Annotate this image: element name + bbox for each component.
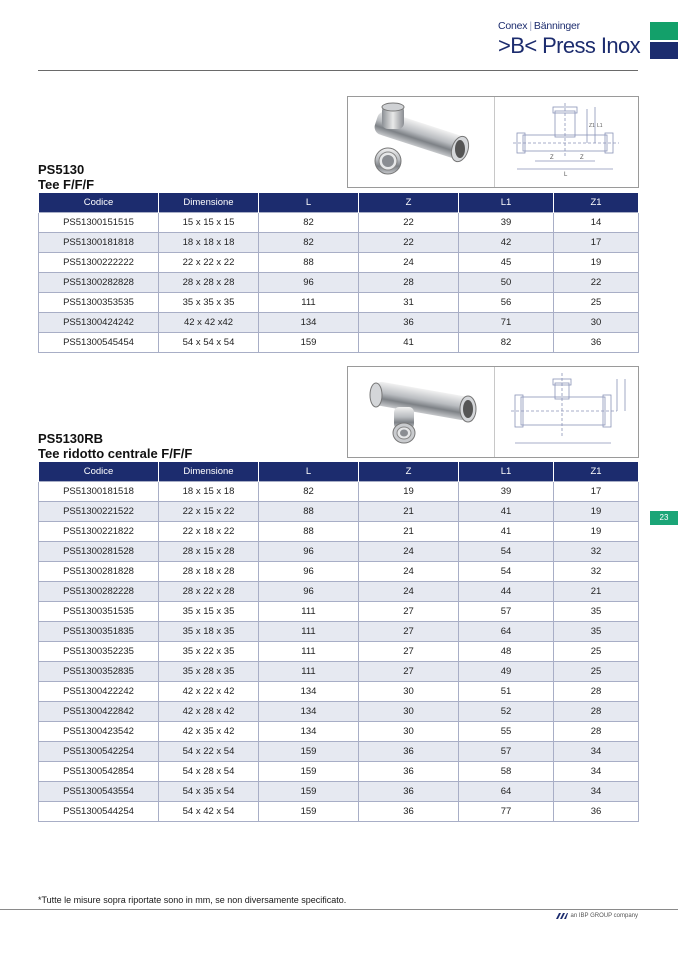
table-ps5130rb (38, 462, 639, 822)
cell-dimensione: 54 x 28 x 54 (159, 762, 259, 782)
cell-z1: 32 (554, 542, 639, 562)
cell-l: 159 (259, 742, 359, 762)
cell-l: 96 (259, 562, 359, 582)
cell-z: 21 (359, 522, 459, 542)
cell-dimensione: 22 x 22 x 22 (159, 253, 259, 273)
page-number-tab: 23 (650, 511, 678, 525)
corner-accent-blue (650, 42, 678, 59)
cell-codice: PS51300352835 (39, 662, 159, 682)
cell-codice: PS51300544254 (39, 802, 159, 822)
cell-l1: 50 (459, 273, 554, 293)
cell-dimensione: 54 x 42 x 54 (159, 802, 259, 822)
product-name: Tee F/F/F (38, 177, 95, 192)
cell-l: 96 (259, 582, 359, 602)
table-row (39, 293, 639, 313)
column-header-codice: Codice (39, 462, 159, 482)
cell-codice: PS51300542254 (39, 742, 159, 762)
table-row (39, 642, 639, 662)
cell-z: 28 (359, 273, 459, 293)
table-row (39, 562, 639, 582)
cell-z: 19 (359, 482, 459, 502)
column-header-z: Z (359, 462, 459, 482)
table-row (39, 213, 639, 233)
cell-dimensione: 54 x 54 x 54 (159, 333, 259, 353)
column-header-l1: L1 (459, 193, 554, 213)
cell-z: 21 (359, 502, 459, 522)
cell-dimensione: 42 x 22 x 42 (159, 682, 259, 702)
cell-dimensione: 54 x 35 x 54 (159, 782, 259, 802)
footnote: *Tutte le misure sopra riportate sono in mm, se non diversamente specificato. (38, 895, 347, 905)
table-row (39, 622, 639, 642)
cell-z: 24 (359, 582, 459, 602)
table-body (39, 213, 639, 353)
table-row (39, 782, 639, 802)
footer-divider (0, 909, 678, 910)
table-row (39, 802, 639, 822)
cell-l1: 77 (459, 802, 554, 822)
cell-z1: 32 (554, 562, 639, 582)
cell-z1: 34 (554, 762, 639, 782)
cell-dimensione: 42 x 28 x 42 (159, 702, 259, 722)
reduced-tee-technical-drawing (494, 367, 639, 457)
cell-l1: 49 (459, 662, 554, 682)
column-header-l1: L1 (459, 462, 554, 482)
cell-codice: PS51300351535 (39, 602, 159, 622)
cell-l1: 71 (459, 313, 554, 333)
brand-name-conex: Conex (498, 20, 528, 32)
table-body (39, 482, 639, 822)
product-name: Tee ridotto centrale F/F/F (38, 446, 193, 461)
cell-codice: PS51300424242 (39, 313, 159, 333)
cell-z1: 19 (554, 502, 639, 522)
cell-z1: 17 (554, 482, 639, 502)
table-row (39, 682, 639, 702)
table-row (39, 502, 639, 522)
cell-codice: PS51300181518 (39, 482, 159, 502)
cell-l1: 51 (459, 682, 554, 702)
cell-dimensione: 28 x 18 x 28 (159, 562, 259, 582)
cell-z: 30 (359, 722, 459, 742)
cell-z: 27 (359, 642, 459, 662)
table-row (39, 273, 639, 293)
cell-l1: 56 (459, 293, 554, 313)
cell-codice: PS51300422242 (39, 682, 159, 702)
cell-z1: 34 (554, 782, 639, 802)
cell-l: 134 (259, 722, 359, 742)
cell-z1: 36 (554, 333, 639, 353)
column-header-dimensione: Dimensione (159, 462, 259, 482)
cell-z1: 17 (554, 233, 639, 253)
cell-z: 24 (359, 562, 459, 582)
table-row (39, 702, 639, 722)
tee-fitting-photo (348, 97, 493, 187)
table-ps5130 (38, 193, 639, 353)
table-row (39, 482, 639, 502)
cell-z1: 35 (554, 602, 639, 622)
column-header-l: L (259, 462, 359, 482)
table-row (39, 253, 639, 273)
cell-z: 27 (359, 662, 459, 682)
cell-codice: PS51300282828 (39, 273, 159, 293)
cell-z: 31 (359, 293, 459, 313)
ibp-logo-icon (556, 913, 568, 919)
cell-l: 159 (259, 762, 359, 782)
cell-z1: 28 (554, 722, 639, 742)
cell-z1: 14 (554, 213, 639, 233)
cell-z1: 28 (554, 702, 639, 722)
cell-z: 24 (359, 253, 459, 273)
cell-l: 134 (259, 313, 359, 333)
cell-z: 36 (359, 762, 459, 782)
table-row (39, 602, 639, 622)
cell-dimensione: 18 x 15 x 18 (159, 482, 259, 502)
cell-codice: PS51300221522 (39, 502, 159, 522)
cell-l: 159 (259, 782, 359, 802)
product-code: PS5130 (38, 162, 85, 177)
cell-z1: 34 (554, 742, 639, 762)
cell-l1: 54 (459, 542, 554, 562)
cell-z1: 35 (554, 622, 639, 642)
cell-l: 82 (259, 213, 359, 233)
cell-l1: 54 (459, 562, 554, 582)
cell-codice: PS51300181818 (39, 233, 159, 253)
cell-l1: 58 (459, 762, 554, 782)
cell-dimensione: 35 x 18 x 35 (159, 622, 259, 642)
column-header-dimensione: Dimensione (159, 193, 259, 213)
cell-l: 88 (259, 502, 359, 522)
cell-z: 36 (359, 802, 459, 822)
header-divider (38, 70, 638, 71)
column-header-l: L (259, 193, 359, 213)
cell-codice: PS51300281528 (39, 542, 159, 562)
cell-l1: 45 (459, 253, 554, 273)
cell-l: 88 (259, 253, 359, 273)
cell-l1: 39 (459, 482, 554, 502)
tee-technical-drawing (494, 97, 639, 187)
table-row (39, 522, 639, 542)
cell-z: 36 (359, 313, 459, 333)
cell-l: 134 (259, 682, 359, 702)
cell-dimensione: 22 x 18 x 22 (159, 522, 259, 542)
table-row (39, 662, 639, 682)
cell-dimensione: 42 x 42 x42 (159, 313, 259, 333)
cell-l1: 57 (459, 602, 554, 622)
cell-dimensione: 42 x 35 x 42 (159, 722, 259, 742)
cell-codice: PS51300543554 (39, 782, 159, 802)
corner-accent-green (650, 22, 678, 40)
cell-z: 36 (359, 782, 459, 802)
table-row (39, 313, 639, 333)
cell-z: 27 (359, 602, 459, 622)
cell-codice: PS51300352235 (39, 642, 159, 662)
cell-l1: 41 (459, 522, 554, 542)
cell-l: 159 (259, 802, 359, 822)
cell-dimensione: 35 x 22 x 35 (159, 642, 259, 662)
cell-z1: 30 (554, 313, 639, 333)
cell-dimensione: 18 x 18 x 18 (159, 233, 259, 253)
cell-codice: PS51300542854 (39, 762, 159, 782)
cell-z: 27 (359, 622, 459, 642)
cell-l: 111 (259, 662, 359, 682)
cell-codice: PS51300545454 (39, 333, 159, 353)
cell-z1: 36 (554, 802, 639, 822)
brand-line-1: Conex | Bänninger (498, 20, 580, 32)
cell-codice: PS51300222222 (39, 253, 159, 273)
table-header-row (39, 193, 639, 213)
cell-z1: 25 (554, 642, 639, 662)
drawing-label-l: L (564, 172, 568, 178)
cell-z1: 19 (554, 253, 639, 273)
cell-l1: 64 (459, 782, 554, 802)
cell-l: 111 (259, 602, 359, 622)
cell-dimensione: 22 x 15 x 22 (159, 502, 259, 522)
column-header-z1: Z1 (554, 462, 639, 482)
table-row (39, 722, 639, 742)
cell-codice: PS51300351835 (39, 622, 159, 642)
cell-dimensione: 28 x 15 x 28 (159, 542, 259, 562)
table-row (39, 742, 639, 762)
cell-l1: 39 (459, 213, 554, 233)
cell-z: 41 (359, 333, 459, 353)
drawing-label-z: Z (550, 155, 554, 161)
cell-codice: PS51300353535 (39, 293, 159, 313)
table-row (39, 762, 639, 782)
cell-l: 111 (259, 642, 359, 662)
cell-l: 82 (259, 482, 359, 502)
section-title-ps5130 (38, 162, 94, 192)
reduced-tee-fitting-photo (348, 367, 493, 457)
footer-company (556, 913, 638, 919)
section-title-ps5130rb (38, 431, 192, 461)
cell-z: 36 (359, 742, 459, 762)
product-code: PS5130RB (38, 431, 104, 446)
column-header-z1: Z1 (554, 193, 639, 213)
footer-company-text: an IBP GROUP company (570, 913, 638, 919)
cell-codice: PS51300282228 (39, 582, 159, 602)
table-header-row (39, 462, 639, 482)
cell-l1: 55 (459, 722, 554, 742)
cell-dimensione: 35 x 35 x 35 (159, 293, 259, 313)
cell-dimensione: 54 x 22 x 54 (159, 742, 259, 762)
cell-l: 82 (259, 233, 359, 253)
cell-z: 30 (359, 682, 459, 702)
cell-z1: 25 (554, 662, 639, 682)
cell-l: 88 (259, 522, 359, 542)
table-row (39, 233, 639, 253)
cell-l: 159 (259, 333, 359, 353)
cell-dimensione: 28 x 22 x 28 (159, 582, 259, 602)
figure-tee-equal (347, 96, 639, 188)
cell-dimensione: 35 x 28 x 35 (159, 662, 259, 682)
cell-l1: 82 (459, 333, 554, 353)
cell-l1: 44 (459, 582, 554, 602)
column-header-z: Z (359, 193, 459, 213)
cell-l1: 64 (459, 622, 554, 642)
column-header-codice: Codice (39, 193, 159, 213)
cell-z: 30 (359, 702, 459, 722)
cell-z: 22 (359, 233, 459, 253)
cell-l: 96 (259, 542, 359, 562)
cell-codice: PS51300281828 (39, 562, 159, 582)
table-row (39, 333, 639, 353)
cell-l: 111 (259, 622, 359, 642)
cell-z1: 25 (554, 293, 639, 313)
cell-l1: 41 (459, 502, 554, 522)
cell-l: 134 (259, 702, 359, 722)
cell-codice: PS51300221822 (39, 522, 159, 542)
cell-codice: PS51300422842 (39, 702, 159, 722)
cell-z1: 28 (554, 682, 639, 702)
table-row (39, 542, 639, 562)
cell-z1: 21 (554, 582, 639, 602)
cell-l1: 42 (459, 233, 554, 253)
cell-dimensione: 35 x 15 x 35 (159, 602, 259, 622)
table-row (39, 582, 639, 602)
cell-l1: 52 (459, 702, 554, 722)
cell-l1: 57 (459, 742, 554, 762)
drawing-label-l1: L1 (597, 123, 603, 129)
cell-l: 111 (259, 293, 359, 313)
cell-z: 22 (359, 213, 459, 233)
cell-codice: PS51300423542 (39, 722, 159, 742)
cell-dimensione: 28 x 28 x 28 (159, 273, 259, 293)
cell-l1: 48 (459, 642, 554, 662)
product-line-title: >B< Press Inox (498, 33, 641, 58)
cell-l: 96 (259, 273, 359, 293)
brand-logo (498, 20, 648, 59)
cell-codice: PS51300151515 (39, 213, 159, 233)
cell-dimensione: 15 x 15 x 15 (159, 213, 259, 233)
cell-z1: 22 (554, 273, 639, 293)
cell-z1: 19 (554, 522, 639, 542)
cell-z: 24 (359, 542, 459, 562)
drawing-label-z-2: Z (580, 155, 584, 161)
brand-name-banninger: Bänninger (533, 20, 580, 32)
drawing-label-z1: Z1 (589, 123, 595, 129)
figure-tee-reduced (347, 366, 639, 458)
